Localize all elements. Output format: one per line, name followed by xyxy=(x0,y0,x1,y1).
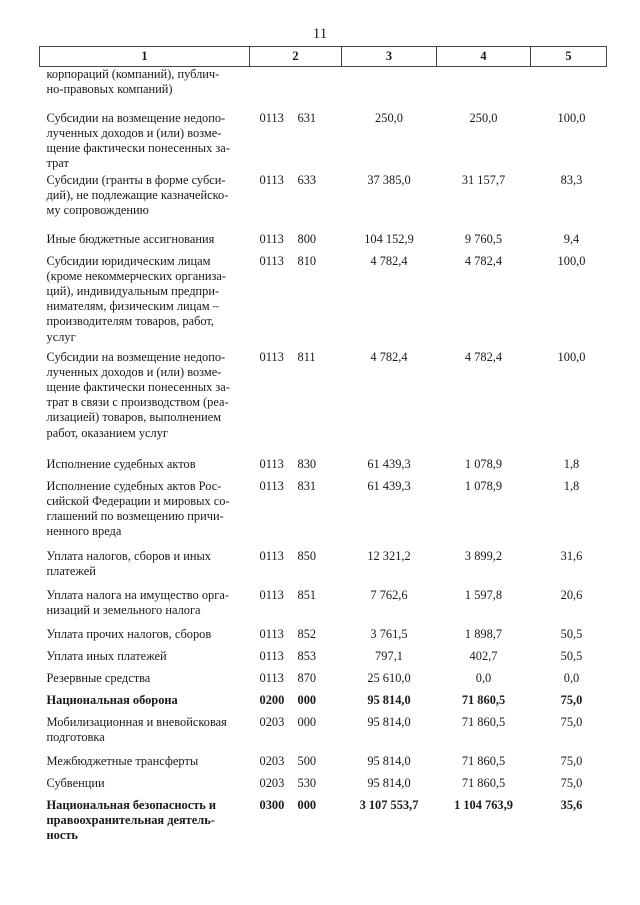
header-col-5: 5 xyxy=(531,47,607,67)
row-name-line: (кроме некоммерческих организа- xyxy=(46,268,227,283)
row-name-line: нимателям, физическим лицам – xyxy=(46,299,219,314)
row-section-code: 0200 xyxy=(259,692,285,707)
row-value-col-3: 797,1 xyxy=(375,648,403,663)
row-value-col-5: 75,0 xyxy=(560,692,583,707)
row-value-col-3: 4 782,4 xyxy=(370,253,408,268)
row-type-code: 852 xyxy=(297,626,317,641)
table-row xyxy=(40,627,607,649)
row-section-code: 0113 xyxy=(259,253,284,268)
row-type-code: 853 xyxy=(297,648,317,663)
row-value-col-3: 95 814,0 xyxy=(367,775,411,790)
row-type-code: 811 xyxy=(297,349,316,364)
row-value-col-5: 35,6 xyxy=(560,797,583,812)
row-name-line: Субсидии юридическим лицам xyxy=(46,253,211,268)
row-name-line: производителям товаров, работ, xyxy=(46,314,215,329)
row-type-code: 800 xyxy=(297,231,317,246)
header-col-2: 2 xyxy=(250,47,342,67)
row-value-col-4: 71 860,5 xyxy=(461,753,506,768)
row-section-code: 0113 xyxy=(259,349,284,364)
row-value-col-5: 20,6 xyxy=(560,587,583,602)
header-col-4: 4 xyxy=(437,47,531,67)
table-row xyxy=(40,693,607,715)
row-value-col-3: 4 782,4 xyxy=(370,349,408,364)
row-type-code: 000 xyxy=(297,714,317,729)
row-value-col-3: 61 439,3 xyxy=(367,478,411,493)
table-body xyxy=(40,67,607,858)
row-name-line: Субсидии на возмещение недопо- xyxy=(46,110,226,125)
row-name-cell xyxy=(40,67,250,111)
row-value-col-4: 3 899,2 xyxy=(464,548,503,563)
row-name-line: лизацией) товаров, выполнением xyxy=(46,410,222,425)
budget-table xyxy=(39,46,607,858)
row-type-code: 000 xyxy=(297,692,317,707)
row-name-cell xyxy=(40,350,250,457)
row-value-col-4: 1 078,9 xyxy=(464,456,503,471)
row-code-cell xyxy=(250,111,342,173)
row-name-cell xyxy=(40,549,250,588)
row-name-line: но-правовых компаний) xyxy=(46,82,173,97)
row-name-line: услуг xyxy=(46,329,76,344)
row-name-line: лученных доходов и (или) возме- xyxy=(46,125,222,140)
row-name-cell xyxy=(40,588,250,627)
table-row xyxy=(40,671,607,693)
row-code-cell xyxy=(250,693,342,715)
row-value-col-5: 83,3 xyxy=(560,172,583,187)
row-name-line: дий), не подлежащие казначейско- xyxy=(46,187,229,202)
row-code-cell xyxy=(250,479,342,549)
row-name-line: ность xyxy=(46,827,78,842)
row-value-col-4: 1 078,9 xyxy=(464,478,503,493)
row-name-cell xyxy=(40,627,250,649)
row-name-line: Исполнение судебных актов xyxy=(46,456,196,471)
row-code-cell xyxy=(250,549,342,588)
row-name-line: Уплата иных платежей xyxy=(46,648,167,663)
row-name-line: трат xyxy=(46,156,69,171)
row-section-code: 0113 xyxy=(259,231,284,246)
row-name-cell xyxy=(40,232,250,254)
row-value-col-5: 75,0 xyxy=(560,753,583,768)
row-value-col-3: 3 107 553,7 xyxy=(359,797,419,812)
row-name-line: Исполнение судебных актов Рос- xyxy=(46,478,222,493)
row-code-cell xyxy=(250,350,342,457)
row-name-line: Субвенции xyxy=(46,775,105,790)
row-name-line: Субсидии на возмещение недопо- xyxy=(46,349,226,364)
row-type-code: 000 xyxy=(297,797,317,812)
row-type-code: 851 xyxy=(297,587,317,602)
row-name-line: щение фактически понесенных за- xyxy=(46,140,230,155)
row-value-col-5: 75,0 xyxy=(560,714,583,729)
row-value-col-5: 50,5 xyxy=(560,648,583,663)
row-name-cell xyxy=(40,649,250,671)
row-value-col-3: 37 385,0 xyxy=(367,172,411,187)
table-row xyxy=(40,715,607,754)
row-value-col-4: 71 860,5 xyxy=(461,775,506,790)
row-value-col-3: 61 439,3 xyxy=(367,456,411,471)
row-name-line: работ, оказанием услуг xyxy=(46,425,168,440)
row-name-cell xyxy=(40,715,250,754)
row-value-col-5: 100,0 xyxy=(557,110,586,125)
row-value-col-3: 25 610,0 xyxy=(367,670,411,685)
row-name-cell xyxy=(40,173,250,232)
row-name-line: му сопровождению xyxy=(46,202,149,217)
table-row xyxy=(40,350,607,457)
row-section-code: 0113 xyxy=(259,587,284,602)
table-row xyxy=(40,649,607,671)
row-code-cell xyxy=(250,173,342,232)
row-name-line: ненного вреда xyxy=(46,524,122,539)
row-value-col-3: 250,0 xyxy=(375,110,403,125)
row-name-cell xyxy=(40,671,250,693)
table-row xyxy=(40,776,607,798)
table-row xyxy=(40,457,607,479)
row-value-col-4: 1 597,8 xyxy=(464,587,503,602)
row-value-col-3: 7 762,6 xyxy=(370,587,408,602)
row-type-code: 633 xyxy=(297,172,317,187)
row-value-col-4: 250,0 xyxy=(469,110,498,125)
row-value-col-4: 0,0 xyxy=(475,670,492,685)
table-row xyxy=(40,111,607,173)
row-type-code: 850 xyxy=(297,548,317,563)
row-name-line: правоохранительная деятель- xyxy=(46,812,215,827)
row-name-line: сийской Федерации и мировых со- xyxy=(46,493,230,508)
row-value-col-5: 100,0 xyxy=(557,349,586,364)
row-value-col-3: 3 761,5 xyxy=(370,626,408,641)
row-section-code: 0203 xyxy=(259,753,285,768)
table-row xyxy=(40,67,607,111)
row-value-col-5: 50,5 xyxy=(560,626,583,641)
row-name-line: Национальная оборона xyxy=(46,692,178,707)
row-code-cell xyxy=(250,67,342,111)
row-name-line: Национальная безопасность и xyxy=(46,797,217,812)
row-value-col-3: 12 321,2 xyxy=(367,548,411,563)
row-name-cell xyxy=(40,457,250,479)
row-value-col-5: 75,0 xyxy=(560,775,583,790)
row-name-cell xyxy=(40,693,250,715)
row-value-col-4: 9 760,5 xyxy=(464,231,503,246)
row-name-line: Мобилизационная и вневойсковая xyxy=(46,714,227,729)
row-section-code: 0113 xyxy=(259,548,284,563)
row-value-col-3: 95 814,0 xyxy=(367,692,411,707)
table-row xyxy=(40,549,607,588)
row-name-cell xyxy=(40,798,250,858)
table-row xyxy=(40,798,607,858)
row-type-code: 500 xyxy=(297,753,317,768)
row-name-line: Межбюджетные трансферты xyxy=(46,753,199,768)
row-name-cell xyxy=(40,111,250,173)
row-value-col-3 xyxy=(342,67,437,111)
row-name-line: Уплата налогов, сборов и иных xyxy=(46,548,211,563)
row-code-cell xyxy=(250,671,342,693)
table-row xyxy=(40,254,607,350)
table-row xyxy=(40,232,607,254)
row-value-col-4: 71 860,5 xyxy=(461,714,506,729)
row-name-line: корпораций (компаний), публич- xyxy=(46,67,220,81)
row-code-cell xyxy=(250,754,342,776)
row-name-line: платежей xyxy=(46,563,96,578)
row-code-cell xyxy=(250,798,342,858)
row-value-col-3: 95 814,0 xyxy=(367,753,411,768)
row-name-line: Субсидии (гранты в форме субси- xyxy=(46,172,226,187)
row-type-code: 631 xyxy=(297,110,317,125)
row-type-code: 870 xyxy=(297,670,317,685)
row-section-code: 0300 xyxy=(259,797,285,812)
row-section-code: 0113 xyxy=(259,172,284,187)
row-section-code: 0113 xyxy=(259,626,284,641)
row-name-line: лученных доходов и (или) возме- xyxy=(46,364,222,379)
row-name-cell xyxy=(40,754,250,776)
row-value-col-4: 31 157,7 xyxy=(461,172,506,187)
row-code-cell xyxy=(250,627,342,649)
row-name-cell xyxy=(40,776,250,798)
row-value-col-4: 71 860,5 xyxy=(461,692,506,707)
row-code-cell xyxy=(250,232,342,254)
row-value-col-4: 1 104 763,9 xyxy=(454,797,513,812)
row-value-col-4: 4 782,4 xyxy=(464,349,503,364)
header-col-3: 3 xyxy=(342,47,437,67)
row-section-code: 0113 xyxy=(259,670,284,685)
row-section-code: 0203 xyxy=(259,714,285,729)
row-value-col-5: 31,6 xyxy=(560,548,583,563)
row-value-col-3: 104 152,9 xyxy=(364,231,414,246)
table-row xyxy=(40,173,607,232)
row-value-col-3: 95 814,0 xyxy=(367,714,411,729)
table-row xyxy=(40,754,607,776)
row-name-line: низаций и земельного налога xyxy=(46,602,201,617)
table-row xyxy=(40,588,607,627)
row-value-col-5: 1,8 xyxy=(563,478,580,493)
row-name-line: Резервные средства xyxy=(46,670,151,685)
table-row xyxy=(40,479,607,549)
row-value-col-4 xyxy=(437,67,531,111)
row-value-col-5 xyxy=(531,67,607,111)
row-name-line: ций), индивидуальным предпри- xyxy=(46,283,220,298)
row-code-cell xyxy=(250,715,342,754)
row-value-col-4: 1 898,7 xyxy=(464,626,503,641)
row-name-line: глашений по возмещению причи- xyxy=(46,508,224,523)
row-name-line: Уплата прочих налогов, сборов xyxy=(46,626,212,641)
row-section-code: 0203 xyxy=(259,775,285,790)
row-name-line: трат в связи с производством (реа- xyxy=(46,395,229,410)
row-value-col-5: 9,4 xyxy=(563,231,580,246)
row-name-line: щение фактически понесенных за- xyxy=(46,379,230,394)
row-name-line: Иные бюджетные ассигнования xyxy=(46,231,215,246)
header-col-1: 1 xyxy=(40,47,250,67)
row-code-cell xyxy=(250,254,342,350)
row-type-code: 830 xyxy=(297,456,317,471)
row-type-code: 530 xyxy=(297,775,317,790)
row-code-cell xyxy=(250,649,342,671)
row-type-code: 831 xyxy=(297,478,317,493)
row-section-code: 0113 xyxy=(259,648,284,663)
row-section-code: 0113 xyxy=(259,110,284,125)
row-name-cell xyxy=(40,479,250,549)
row-value-col-4: 402,7 xyxy=(469,648,498,663)
page-number: 11 xyxy=(312,26,328,42)
row-value-col-4: 4 782,4 xyxy=(464,253,503,268)
table-header-row xyxy=(40,47,607,67)
row-type-code: 810 xyxy=(297,253,317,268)
row-section-code: 0113 xyxy=(259,478,284,493)
row-name-cell xyxy=(40,254,250,350)
row-value-col-5: 0,0 xyxy=(563,670,580,685)
row-name-line: Уплата налога на имущество орга- xyxy=(46,587,229,602)
row-value-col-5: 1,8 xyxy=(563,456,580,471)
row-value-col-5: 100,0 xyxy=(557,253,586,268)
row-section-code: 0113 xyxy=(259,456,284,471)
row-name-line: подготовка xyxy=(46,729,105,744)
row-code-cell xyxy=(250,457,342,479)
row-code-cell xyxy=(250,588,342,627)
row-code-cell xyxy=(250,776,342,798)
